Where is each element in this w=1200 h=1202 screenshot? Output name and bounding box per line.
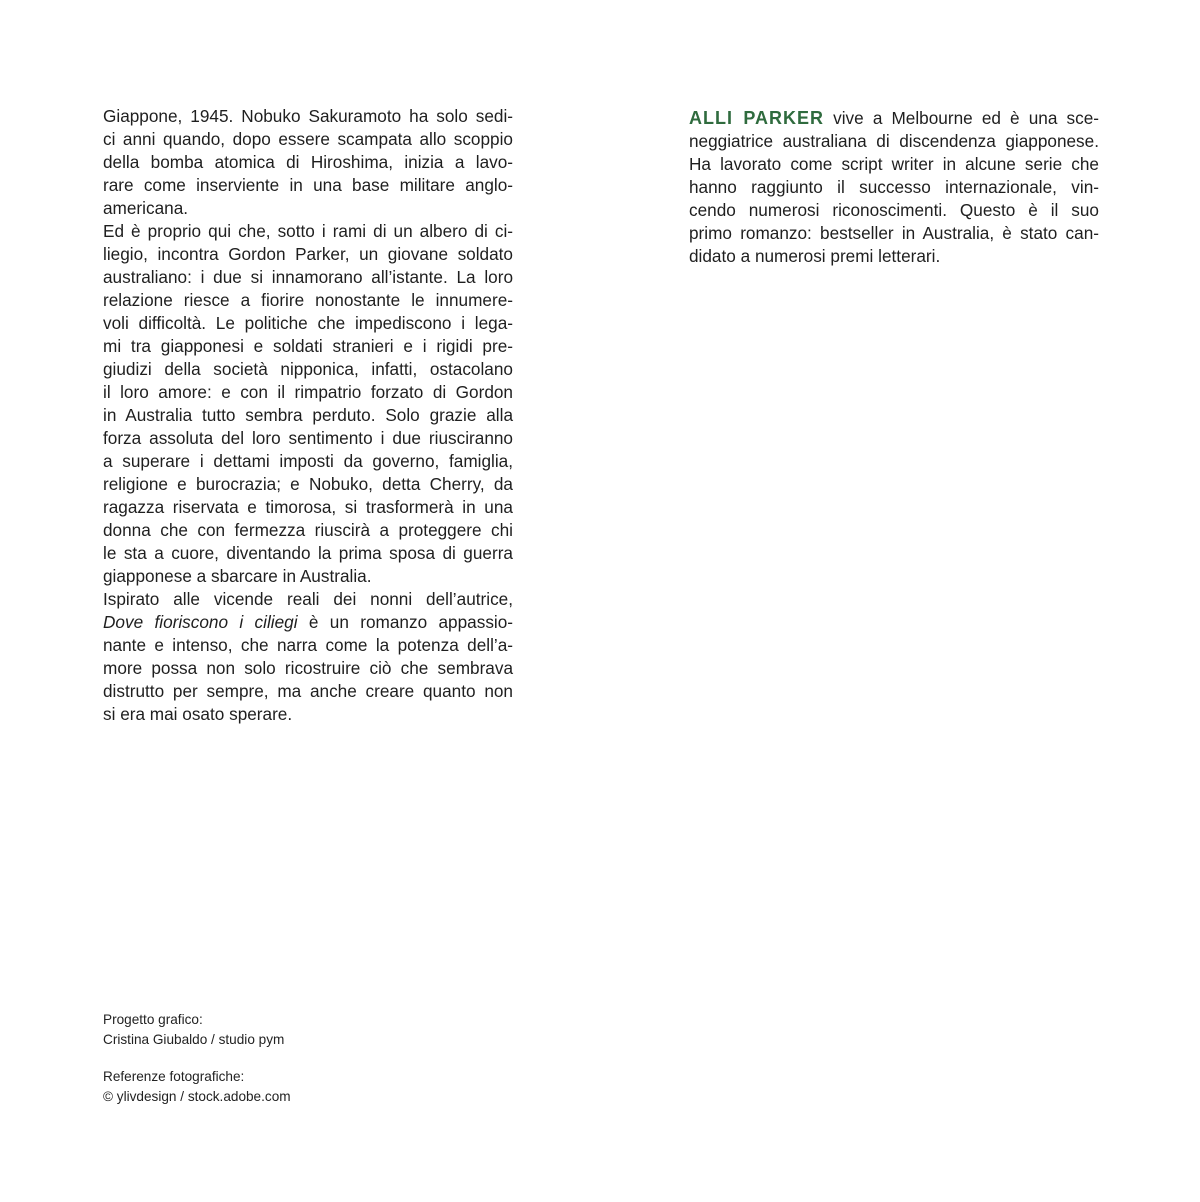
photo-credit-label: Referenze fotografiche:: [103, 1069, 245, 1084]
blurb-line: distrutto per sempre, ma anche creare quanto non: [103, 681, 513, 701]
blurb-line: a superare i dettami imposti da governo, famiglia,: [103, 451, 513, 471]
bio-line: didato a numerosi premi letterari.: [689, 246, 941, 266]
bio-line-with-name: [689, 107, 1099, 130]
blurb-line: forza assoluta del loro sentimento i due riusciranno: [103, 428, 513, 448]
blurb-line: americana.: [103, 198, 189, 218]
bio-line: Ha lavorato come script writer in alcune serie che: [689, 154, 1099, 174]
blurb-line: le sta a cuore, diventando la prima sposa di guerra: [103, 543, 513, 563]
bio-line: primo romanzo: bestseller in Australia, è stato can-: [689, 223, 1099, 243]
blurb-line: liegio, incontra Gordon Parker, un giovane soldato: [103, 244, 513, 264]
blurb-line: della bomba atomica di Hiroshima, inizia a lavo-: [103, 152, 513, 172]
blurb-line: giudizi della società nipponica, infatti, ostacolano: [103, 359, 513, 379]
blurb-line: religione e burocrazia; e Nobuko, detta Cherry, da: [103, 474, 513, 494]
author-bio: [689, 107, 1099, 268]
bio-line-rest: vive a Melbourne ed è una sce-: [824, 108, 1099, 128]
blurb-line: relazione riesce a fiorire nonostante le innumere-: [103, 290, 513, 310]
blurb-line: giapponese a sbarcare in Australia.: [103, 566, 372, 586]
photo-credit: [103, 1067, 291, 1107]
back-cover-blurb: [103, 105, 513, 726]
blurb-line: Ispirato alle vicende reali dei nonni dell’autrice,: [103, 589, 513, 609]
blurb-line: in Australia tutto sembra perduto. Solo grazie alla: [103, 405, 513, 425]
blurb-line: ragazza riservata e timorosa, si trasformerà in una: [103, 497, 513, 517]
blurb-line: si era mai osato sperare.: [103, 704, 293, 724]
blurb-line: australiano: i due si innamorano all’istante. La loro: [103, 267, 513, 287]
blurb-line: mi tra giapponesi e soldati stranieri e i rigidi pre-: [103, 336, 513, 356]
blurb-line: nante e intenso, che narra come la potenza dell’a-: [103, 635, 513, 655]
bio-line: neggiatrice australiana di discendenza giapponese.: [689, 131, 1099, 151]
blurb-line-rest: è un romanzo appassio-: [297, 612, 514, 632]
photo-credit-value: © ylivdesign / stock.adobe.com: [103, 1089, 291, 1104]
bio-line: hanno raggiunto il successo internazionale, vin-: [689, 177, 1099, 197]
blurb-line: more possa non solo ricostruire ciò che sembrava: [103, 658, 513, 678]
blurb-line: voli difficoltà. Le politiche che impediscono i lega-: [103, 313, 513, 333]
design-credit-label: Progetto grafico:: [103, 1012, 203, 1027]
blurb-line: Ed è proprio qui che, sotto i rami di un albero di ci-: [103, 221, 513, 241]
book-title: Dove fioriscono i ciliegi: [103, 612, 298, 632]
author-name: ALLI PARKER: [689, 108, 825, 128]
blurb-line: donna che con fermezza riuscirà a proteggere chi: [103, 520, 513, 540]
bio-line: cendo numerosi riconoscimenti. Questo è il suo: [689, 200, 1099, 220]
blurb-line-with-title: [103, 611, 513, 634]
blurb-line: il loro amore: e con il rimpatrio forzato di Gordon: [103, 382, 513, 402]
blurb-line: ci anni quando, dopo essere scampata allo scoppio: [103, 129, 513, 149]
blurb-line: rare come inserviente in una base militare anglo-: [103, 175, 513, 195]
blurb-line: Giappone, 1945. Nobuko Sakuramoto ha solo sedi-: [103, 106, 513, 126]
design-credit: [103, 1010, 284, 1050]
design-credit-value: Cristina Giubaldo / studio pym: [103, 1032, 285, 1047]
